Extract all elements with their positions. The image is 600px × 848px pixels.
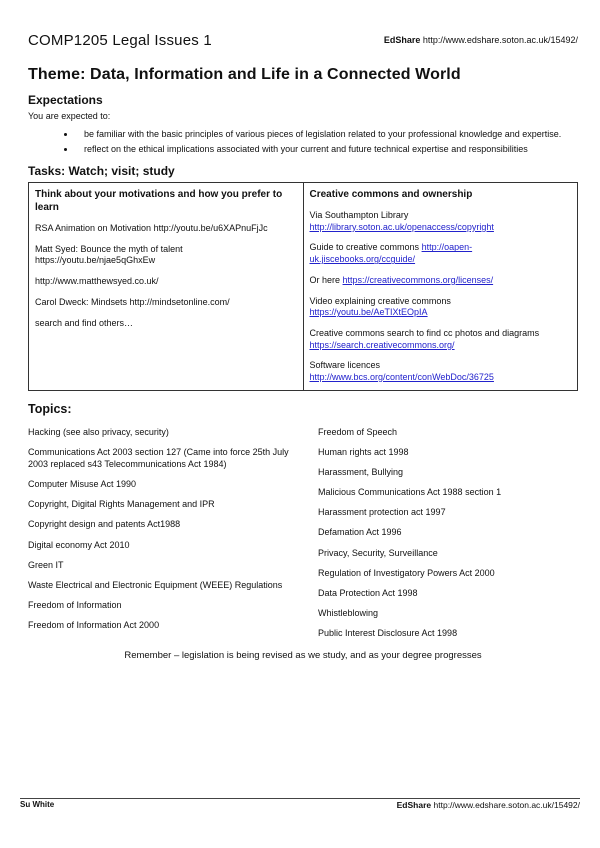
topic-item: Computer Misuse Act 1990 <box>28 479 137 490</box>
resources-table <box>28 182 578 391</box>
topic-item: Copyright, Digital Rights Management and IPR <box>28 499 215 510</box>
course-title: COMP1205 Legal Issues 1 <box>28 32 212 49</box>
topics-heading: Topics: <box>28 401 72 416</box>
topic-item: Malicious Communications Act 1988 section 1 <box>318 487 502 498</box>
topic-item: Freedom of Information <box>28 599 122 610</box>
topics-columns <box>28 418 578 640</box>
resource-text: Software licences <box>309 360 381 371</box>
topic-item: Harassment, Bullying <box>318 466 404 477</box>
hyperlink[interactable]: https://youtu.be/AeTIXtEOpIA <box>309 307 428 318</box>
topics-column-left <box>28 418 318 640</box>
page-title: Theme: Data, Information and Life in a Connected World <box>28 66 461 83</box>
resource-text: Creative commons search to find cc photos and diagrams <box>309 327 540 338</box>
page-header <box>28 32 578 49</box>
resource-text: Guide to creative commons <box>309 242 420 253</box>
topic-item: Waste Electrical and Electronic Equipment (WEEE) Regulations <box>28 579 283 590</box>
resource-item <box>310 360 572 383</box>
edshare-header <box>384 32 578 45</box>
resource-item <box>310 296 572 319</box>
hyperlink[interactable]: https://search.creativecommons.org/ <box>309 339 455 350</box>
creative-commons-heading: Creative commons and ownership <box>309 189 473 201</box>
edshare-url: http://www.edshare.soton.ac.uk/15492/ <box>433 800 580 810</box>
table-cell-motivation <box>29 183 304 391</box>
motivation-items <box>35 223 297 329</box>
edshare-footer <box>397 800 580 810</box>
reminder-note: Remember – legislation is being revised as we study, and as your degree progresses <box>124 650 482 662</box>
expectations-heading: Expectations <box>28 93 103 107</box>
topic-item: Regulation of Investigatory Powers Act 2000 <box>318 567 495 578</box>
hyperlink[interactable]: http://oapen-uk.jiscebooks.org/ccguide/ <box>309 242 473 265</box>
topic-item: Green IT <box>28 559 64 570</box>
edshare-label: EdShare <box>383 35 421 45</box>
topic-item: Communications Act 2003 section 127 (Came into force 25th July 2003 replaced s43 Telecommunications Act 1984) <box>28 446 289 469</box>
edshare-label: EdShare <box>396 800 432 810</box>
task-item: http://www.matthewsyed.co.uk/ <box>35 276 159 287</box>
bullet-item: • be familiar with the basic principles of various pieces of legislation related to your professional knowledge and expertise. <box>76 128 578 141</box>
topics-column-right <box>318 418 578 640</box>
expectations-intro: You are expected to: <box>28 111 111 121</box>
task-item: search and find others… <box>35 317 134 328</box>
tasks-heading: Tasks: Watch; visit; study <box>28 164 175 179</box>
hyperlink[interactable]: https://creativecommons.org/licenses/ <box>342 274 494 285</box>
topic-item: Harassment protection act 1997 <box>318 507 446 518</box>
topic-item: Hacking (see also privacy, security) <box>28 426 169 437</box>
topic-item: Whistleblowing <box>318 607 379 618</box>
author-name: Su White <box>20 800 55 809</box>
hyperlink[interactable]: http://library.soton.ac.uk/openaccess/copyright <box>309 221 494 232</box>
topic-item: Freedom of Information Act 2000 <box>28 620 160 631</box>
task-item: Carol Dweck: Mindsets http://mindsetonline.com/ <box>35 296 230 307</box>
resource-text: Via Southampton Library <box>309 210 409 221</box>
topic-item: Human rights act 1998 <box>318 446 409 457</box>
topic-item: Privacy, Security, Surveillance <box>318 547 438 558</box>
resource-item <box>310 210 572 233</box>
creative-commons-items <box>310 210 572 384</box>
resource-item <box>310 275 572 287</box>
topic-item: Defamation Act 1996 <box>318 527 402 538</box>
expectations-bullet-list <box>28 128 578 156</box>
table-cell-creative-commons <box>303 183 578 391</box>
bullet-item: • reflect on the ethical implications associated with your current and future technical expertise and responsibilities <box>76 143 578 156</box>
resource-item <box>310 328 572 351</box>
topic-item: Public Interest Disclosure Act 1998 <box>318 628 458 639</box>
page-footer <box>20 798 580 810</box>
resource-text: Or here <box>309 274 341 285</box>
task-item: RSA Animation on Motivation http://youtu.be/u6XAPnuFjJc <box>35 223 268 234</box>
hyperlink[interactable]: http://www.bcs.org/content/conWebDoc/36725 <box>309 371 494 382</box>
resource-item <box>310 242 572 265</box>
resource-text: Video explaining creative commons <box>309 295 451 306</box>
topic-item: Digital economy Act 2010 <box>28 539 130 550</box>
motivation-heading: Think about your motivations and how you prefer to learn <box>35 189 283 214</box>
task-item: Matt Syed: Bounce the myth of talent https://youtu.be/njae5qGhxEw <box>35 243 183 266</box>
topic-item: Copyright design and patents Act1988 <box>28 519 181 530</box>
topic-item: Freedom of Speech <box>318 426 398 437</box>
edshare-url: http://www.edshare.soton.ac.uk/15492/ <box>422 35 578 45</box>
topic-item: Data Protection Act 1998 <box>318 587 418 598</box>
